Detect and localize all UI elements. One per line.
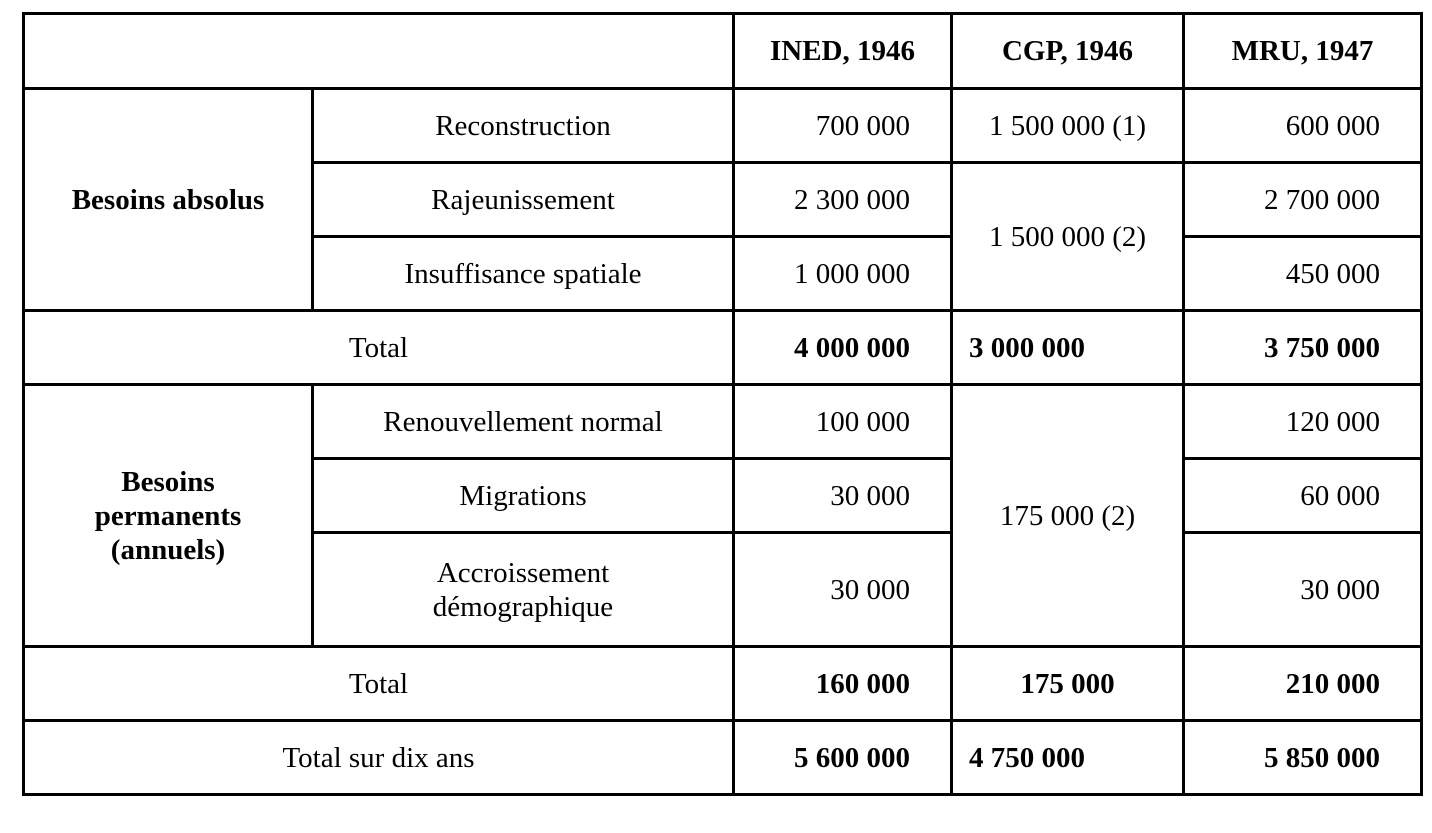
row-label — [313, 533, 734, 647]
value-cgp-merged: 1 500 000 (2) — [952, 163, 1184, 311]
table-row — [24, 385, 1422, 459]
group-label-absolus: Besoins absolus — [24, 89, 313, 311]
row-label: Migrations — [313, 459, 734, 533]
value-mru: 450 000 — [1184, 237, 1422, 311]
value-ined: 30 000 — [734, 533, 952, 647]
value-cgp-merged: 175 000 (2) — [952, 385, 1184, 647]
value-mru: 2 700 000 — [1184, 163, 1422, 237]
total-cgp: 175 000 — [952, 647, 1184, 721]
total-ined: 4 000 000 — [734, 311, 952, 385]
grand-total-label: Total sur dix ans — [24, 721, 734, 795]
housing-needs-table — [22, 12, 1423, 796]
row-label: Rajeunissement — [313, 163, 734, 237]
value-mru: 30 000 — [1184, 533, 1422, 647]
group-label-line: permanents — [94, 499, 242, 532]
row-label: Renouvellement normal — [313, 385, 734, 459]
grand-total-mru: 5 850 000 — [1184, 721, 1422, 795]
value-ined: 100 000 — [734, 385, 952, 459]
total-ined: 160 000 — [734, 647, 952, 721]
total-row — [24, 647, 1422, 721]
grand-total-ined: 5 600 000 — [734, 721, 952, 795]
value-ined: 700 000 — [734, 89, 952, 163]
row-label: Reconstruction — [313, 89, 734, 163]
total-label: Total — [24, 311, 734, 385]
header-row — [24, 14, 1422, 89]
total-cgp: 3 000 000 — [952, 311, 1184, 385]
group-label-line: Besoins — [121, 465, 215, 498]
total-mru: 3 750 000 — [1184, 311, 1422, 385]
group-label-line: (annuels) — [110, 533, 226, 566]
value-cgp: 1 500 000 (1) — [952, 89, 1184, 163]
header-cgp: CGP, 1946 — [952, 14, 1184, 89]
value-ined: 1 000 000 — [734, 237, 952, 311]
grand-total-cgp: 4 750 000 — [952, 721, 1184, 795]
value-mru: 600 000 — [1184, 89, 1422, 163]
total-label: Total — [24, 647, 734, 721]
row-label: Insuffisance spatiale — [313, 237, 734, 311]
header-empty-cell — [24, 14, 734, 89]
value-mru: 120 000 — [1184, 385, 1422, 459]
group-label-permanents — [24, 385, 313, 647]
total-mru: 210 000 — [1184, 647, 1422, 721]
header-mru: MRU, 1947 — [1184, 14, 1422, 89]
header-ined: INED, 1946 — [734, 14, 952, 89]
value-ined: 2 300 000 — [734, 163, 952, 237]
row-label-line: démographique — [432, 590, 614, 623]
value-mru: 60 000 — [1184, 459, 1422, 533]
value-ined: 30 000 — [734, 459, 952, 533]
table-row — [24, 89, 1422, 163]
total-row — [24, 311, 1422, 385]
row-label-line: Accroissement — [436, 556, 610, 589]
grand-total-row — [24, 721, 1422, 795]
